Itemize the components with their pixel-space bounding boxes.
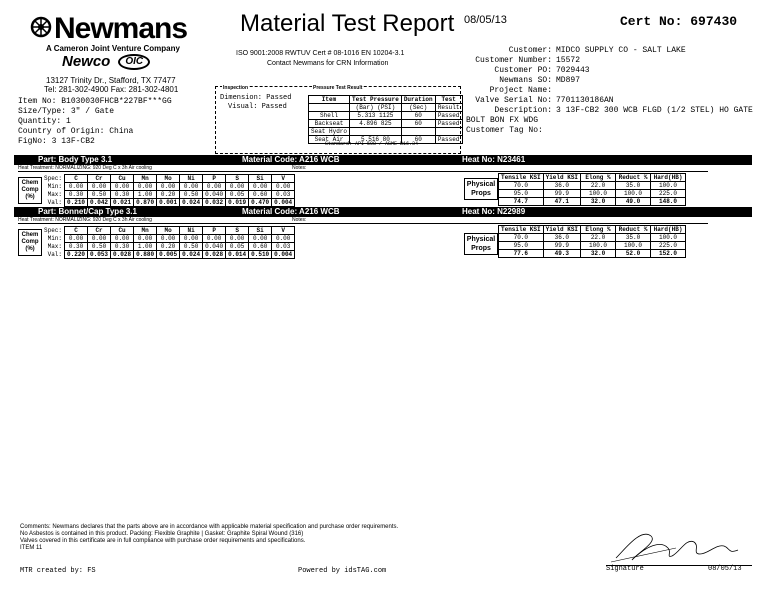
divider: [18, 171, 708, 172]
phys-val-row: 74.7 47.1 32.0 49.0 148.0: [499, 198, 686, 206]
customer-info: Customer: MIDCO SUPPLY CO - SALT LAKE Customer Number: 15572 Customer PO: 7029443 Newmans SO: MD897 Project Name: Valve Serial No: 7701130186AN Description: 3 13F-CB2 300 WCB FLGD (1/2 STEL) HO GATE BOLT BON FX WDG Customer Tag No:: [466, 46, 753, 135]
oic-logo: OIC: [118, 54, 150, 70]
inspection-results: Dimension: Passed Visual: Passed: [220, 94, 292, 111]
report-date: 08/05/13: [464, 14, 507, 26]
chem-max-row: Max: 0.30 0.50 0.30 1.00 0.20 0.50 0.040 0.05 0.60 0.03: [42, 243, 295, 251]
part-body-bar: Part: Body Type 3.1 Material Code: A216 WCB Heat No: N23461: [14, 155, 752, 165]
physical-props-table: [498, 173, 686, 206]
chem-comp-label: Chem Comp (%): [18, 229, 42, 256]
chem-min-row: Min: 0.00 0.00 0.00 0.00 0.00 0.00 0.00 0.00 0.00 0.00: [42, 183, 295, 191]
phys-min-row: 70.0 36.0 22.0 35.0 100.0: [499, 234, 686, 242]
company-name: Newmans: [54, 12, 188, 45]
divider: [18, 223, 708, 224]
page-title: Material Test Report: [240, 10, 455, 37]
part-bonnet-heat-treatment: Heat Treatment: NORMALIZING: 920 Deg C x 3h Air cooling: [18, 217, 152, 223]
phys-max-row: 95.0 99.9 100.0 100.0 225.0: [499, 190, 686, 198]
newco-logo: Newco: [62, 53, 111, 70]
item-info: Item No: B1030030FHCB*227BF***GG Size/Type: 3" / Gate Quantity: 1 Country of Origin: China FigNo: 3 13F-CB2: [18, 97, 172, 146]
physical-props-label: Physical Props: [464, 233, 498, 255]
chem-header-row: Spec: C Cr Cu Mn Mo Ni P S Si V: [42, 175, 295, 183]
part-bonnet-bar: Part: Bonnet/Cap Type 3.1 Material Code: A216 WCB Heat No: N22989: [14, 207, 752, 217]
pressure-title: Pressure Test Result: [313, 85, 363, 91]
cert-number: Cert No: 697430: [620, 14, 738, 29]
chem-comp-table: [42, 226, 295, 259]
part-body-heat-treatment: Heat Treatment: NORMALIZING: 920 Deg C x 3h Air cooling: [18, 165, 152, 171]
chem-comp-table: [42, 174, 295, 207]
physical-props-label: Physical Props: [464, 178, 498, 200]
phys-min-row: 70.0 36.0 22.0 35.0 100.0: [499, 182, 686, 190]
physical-props-table: [498, 225, 686, 258]
chem-comp-label: Chem Comp (%): [18, 177, 42, 204]
powered-by: Powered by idsTAG.com: [298, 567, 387, 575]
signature-label: Signature: [606, 565, 644, 573]
phys-max-row: 95.0 99.9 100.0 100.0 225.0: [499, 242, 686, 250]
chem-min-row: Min: 0.00 0.00 0.00 0.00 0.00 0.00 0.00 0.00 0.00 0.00: [42, 235, 295, 243]
part-body-notes: Notes:: [292, 165, 307, 171]
crn-line: Contact Newmans for CRN Information: [267, 60, 389, 67]
chem-val-row: Val: 0.210 0.042 0.021 0.870 0.001 0.024 0.032 0.019 0.470 0.004: [42, 199, 295, 207]
phys-header-row: Tensile KSI Yield KSI Elong % Reduct % Hard(HB): [499, 174, 686, 182]
inspection-title: Inspection: [223, 85, 249, 91]
chem-max-row: Max: 0.30 0.50 0.30 1.00 0.20 0.50 0.040 0.05 0.60 0.03: [42, 191, 295, 199]
company-logo: [30, 14, 187, 44]
partner-logos: [62, 53, 150, 70]
phys-header-row: Tensile KSI Yield KSI Elong % Reduct % Hard(HB): [499, 226, 686, 234]
company-address: 13127 Trinity Dr., Stafford, TX 77477: [46, 76, 176, 85]
part-bonnet-notes: Notes:: [292, 217, 307, 223]
phys-val-row: 77.6 49.3 32.0 52.0 152.0: [499, 250, 686, 258]
comments: Comments: Newmans declares that the parts above are in accordance with applicable material specification and purchase order requirements. No Asbestos is contained in this product. Packing: Flexible Graphite | Gasket: Graphite Spiral Wound (316) Valves covered in this certificate are in full compliance with purchase order requirements and specifications. ITEM 11: [20, 524, 399, 551]
company-tagline: A Cameron Joint Venture Company: [46, 44, 180, 53]
mtr-created-by: MTR created by: FS: [20, 567, 96, 575]
pressure-table: Item Test Pressure Duration Test (Bar) (PSI) (Sec) Result Shell 5.313 1125 60 Passed Backseat 4.896 825 60 Passed Seat Hydro Seat Air 5.516 80 60 Passed: [308, 95, 463, 144]
chem-header-row: Spec: C Cr Cu Mn Mo Ni P S Si V: [42, 227, 295, 235]
company-phone: Tel: 281-302-4900 Fax: 281-302-4801: [44, 85, 179, 94]
wheel-icon: [30, 16, 52, 43]
pressure-standard: Standard: API 598 / ASME B16.34: [325, 141, 419, 147]
signature-date: 08/05/13: [708, 565, 742, 573]
iso-line: ISO 9001:2008 RWTUV Cert # 08-1016 EN 10204-3.1: [236, 50, 405, 57]
chem-val-row: Val: 0.220 0.053 0.028 0.880 0.005 0.024 0.028 0.014 0.510 0.004: [42, 251, 295, 259]
